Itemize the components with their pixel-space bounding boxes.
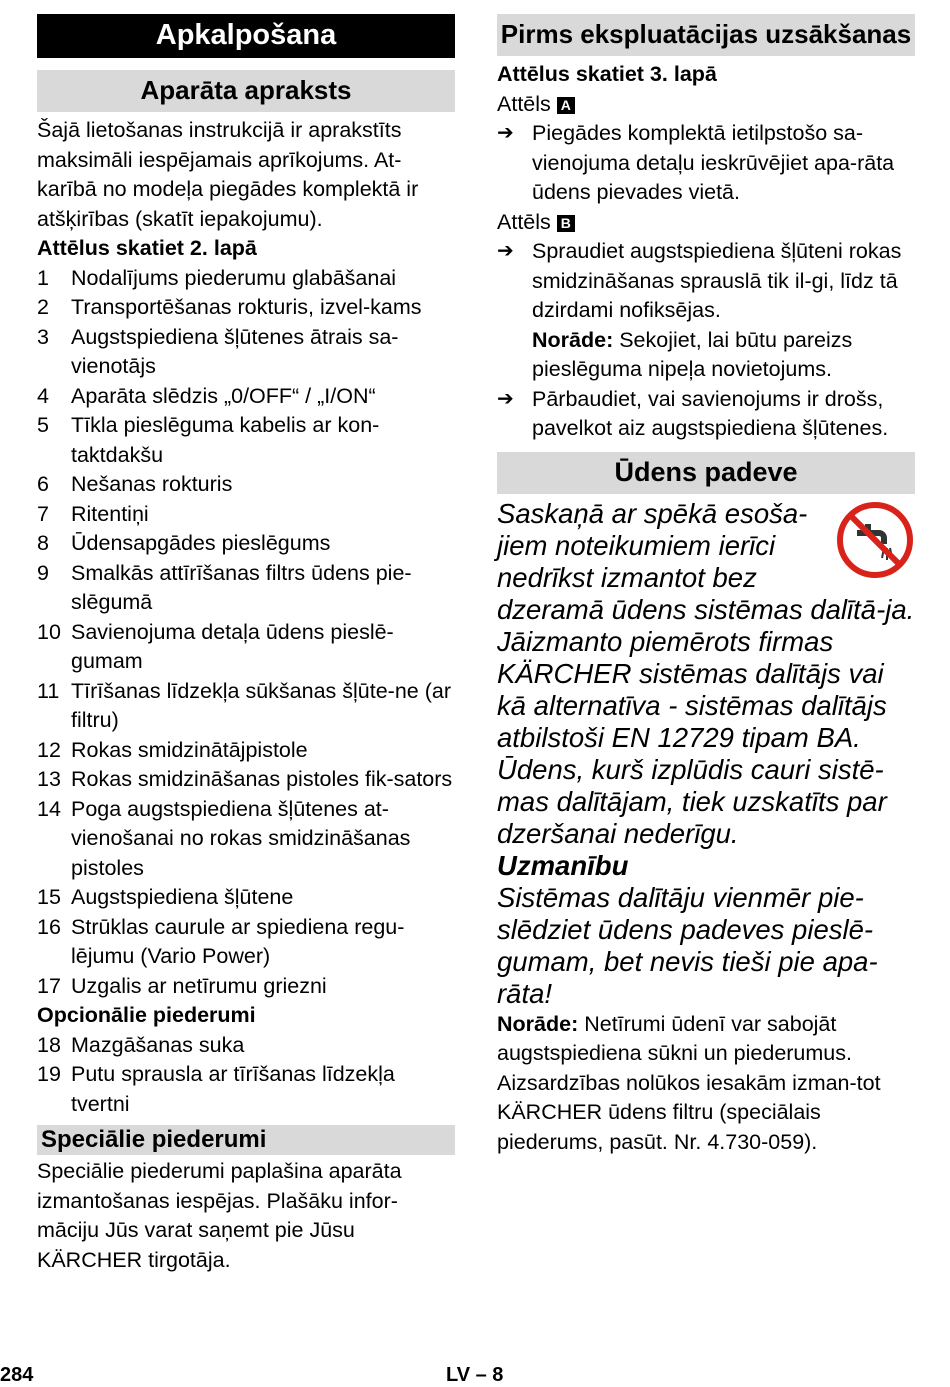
section-code: LV – 8: [446, 1364, 504, 1386]
section-heading-apparatus-description: Aparāta apraksts: [37, 70, 455, 112]
list-item: 3 Augstspiediena šļūtenes ātrais sa-vienotājs: [37, 324, 399, 378]
warning-block: [497, 498, 915, 850]
figure-a-label: Attēls A: [497, 90, 915, 120]
instruction-step: ➔ Piegādes komplektā ietilpstošo sa-vienojuma detaļu ieskrūvējiet apa-rāta ūdens pievades vietā.: [497, 119, 915, 208]
list-item: 6 Nešanas rokturis: [37, 472, 233, 496]
figure-letter-badge: A: [557, 97, 575, 114]
list-item: 8 Ūdensapgādes pieslēgums: [37, 531, 331, 555]
optional-accessories-list: [37, 1031, 455, 1120]
page-number: 284: [0, 1364, 34, 1386]
arrow-right-icon: ➔: [497, 387, 514, 410]
list-item: 4 Aparāta slēdzis „0/OFF“ / „I/ON“: [37, 383, 376, 408]
list-item: 17 Uzgalis ar netīrumu griezni: [37, 973, 327, 998]
instruction-step: ➔ Pārbaudiet, vai savienojums ir drošs, pavelkot aiz augstspiediena šļūtenes.: [497, 385, 915, 444]
parts-list: [37, 264, 455, 1002]
caution-heading: Uzmanību: [497, 849, 629, 881]
page-title: Apkalpošana: [37, 14, 455, 58]
list-item: 2 Transportēšanas rokturis, izvel-kams: [37, 295, 422, 319]
note-label: Norāde:: [497, 1011, 579, 1036]
list-item: 12 Rokas smidzinātājpistole: [37, 737, 308, 762]
intro-paragraph: Šajā lietošanas instrukcijā ir aprakstīts maksimāli iespējamais aprīkojums. At-karībā no modeļa piegādes komplektā ir atšķirības (skatīt iepakojumu).: [37, 118, 419, 231]
list-item: 16 Strūklas caurule ar spiediena regu-lējumu (Vario Power): [37, 914, 405, 968]
list-item: 18 Mazgāšanas suka: [37, 1032, 245, 1057]
list-item: 9 Smalkās attīrīšanas filtrs ūdens pie-slēgumā: [37, 560, 412, 614]
note-label: Norāde:: [532, 327, 614, 352]
list-item: 14 Poga augstspiediena šļūtenes at-vienošanai no rokas smidzināšanas pistoles: [37, 796, 411, 880]
figure-reference: Attēlus skatiet 3. lapā: [497, 62, 717, 86]
warning-text: Saskaņā ar spēkā esoša-jiem noteikumiem ierīci nedrīkst izmantot bez dzeramā ūdens sistēmas dalītā-ja. Jāizmanto piemērots firmas KÄRCHER sistēmas dalītājs vai kā alternatīva - sistēmas dalītājs atbilstoši EN 12729 tipam BA. Ūdens, kurš izplūdis cauri sistē-mas dalītājam, tiek uzskatīts par dzeršanai nederīgu.: [497, 497, 915, 849]
figure-reference: Attēlus skatiet 2. lapā: [37, 236, 257, 260]
section-heading-special-accessories: Speciālie piederumi: [37, 1125, 455, 1155]
list-item: 11 Tīrīšanas līdzekļa sūkšanas šļūte-ne (ar filtru): [37, 678, 451, 732]
special-accessories-paragraph: Speciālie piederumi paplašina aparāta izmantošanas iespējas. Plašāku infor-māciju Jūs varat saņemt pie Jūsu KÄRCHER tirgotāja.: [37, 1159, 402, 1272]
list-item: 10 Savienojuma detaļa ūdens pieslē-gumam: [37, 619, 394, 673]
section-heading-water-supply: Ūdens padeve: [497, 452, 915, 494]
list-item: 7 Ritentiņi: [37, 501, 149, 526]
left-column: [37, 14, 455, 1275]
arrow-right-icon: ➔: [497, 240, 514, 262]
list-item: 19 Putu sprausla ar tīrīšanas līdzekļa tvertni: [37, 1062, 395, 1116]
list-item: 1 Nodalījums piederumu glabāšanai: [37, 265, 397, 290]
caution-text: Sistēmas dalītāju vienmēr pie-slēdziet ūdens padeves pieslē-gumam, bet nevis tieši pie apa-rāta!: [497, 881, 878, 1009]
no-drinking-water-icon: [835, 500, 915, 580]
water-note: Norāde: Netīrumi ūdenī var sabojāt augstspiediena sūkni un piederumus. Aizsardzības nolūkos iesakām izman-tot KÄRCHER ūdens filtru (speciālais piederums, pasūt. Nr. 4.730-059).: [497, 1011, 881, 1154]
section-heading-before-startup: Pirms ekspluatācijas uzsākšanas: [497, 14, 915, 56]
list-item: 13 Rokas smidzināšanas pistoles fik-sators: [37, 767, 453, 791]
list-item: 5 Tīkla pieslēguma kabelis ar kon-taktdakšu: [37, 413, 380, 467]
arrow-right-icon: ➔: [497, 122, 514, 144]
optional-accessories-heading: Opcionālie piederumi: [37, 1003, 256, 1027]
list-item: 15 Augstspiediena šļūtene: [37, 885, 294, 909]
figure-b-label: Attēls B: [497, 208, 915, 238]
figure-letter-badge: B: [557, 215, 575, 232]
instruction-step: ➔ Spraudiet augstspiediena šļūteni rokas smidzināšanas sprauslā tik il-gi, līdz tā dzirdami nofiksējas. Norāde: Sekojiet, lai būtu pareizs pieslēguma nipeļa novietojums.: [497, 237, 915, 385]
right-column: [497, 14, 915, 1157]
